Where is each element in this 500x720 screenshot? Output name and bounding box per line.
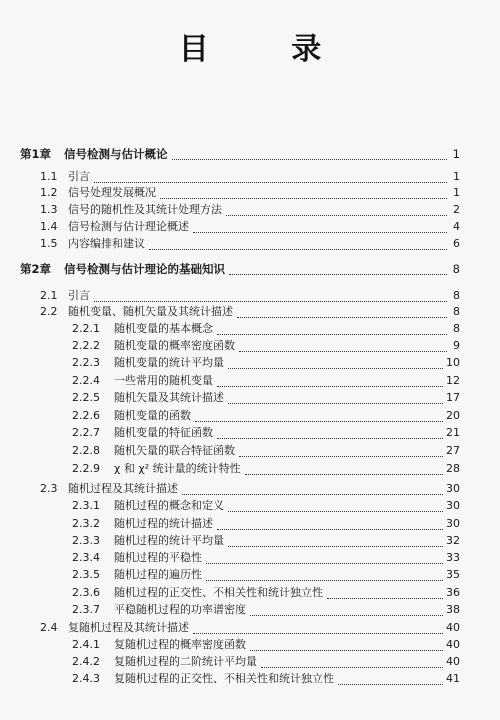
toc-number: 2.3.1 (72, 499, 100, 512)
toc-leader-dots (195, 420, 443, 422)
toc-number: 2.2 (40, 305, 58, 318)
toc-subsection-entry (72, 391, 460, 407)
toc-number: 2.3 (40, 482, 58, 495)
toc-title: 随机矢量的联合特征函数 (114, 444, 235, 457)
toc-page-number: 28 (446, 462, 460, 475)
toc-number: 2.2.9 (72, 462, 100, 475)
toc-number: 2.2.6 (72, 409, 100, 422)
toc-number: 第2章 (20, 262, 52, 276)
toc-leader-dots (217, 437, 443, 439)
toc-subsection-entry (72, 551, 460, 567)
toc-title: 随机变量的函数 (114, 409, 191, 422)
toc-leader-dots (327, 597, 443, 599)
toc-number: 1.4 (40, 220, 58, 233)
toc-subsection-entry (72, 426, 460, 442)
toc-leader-dots (172, 158, 448, 160)
toc-page-number: 2 (453, 203, 460, 216)
toc-title: 信号检测与估计理论概述 (68, 220, 189, 233)
toc-title: 复随机过程的正交性、不相关性和统计独立性 (114, 672, 334, 685)
toc-title: 信号检测与估计概论 (64, 147, 168, 161)
toc-leader-dots (94, 181, 447, 183)
toc-page-number: 10 (446, 356, 460, 369)
toc-number: 2.3.3 (72, 534, 100, 547)
toc-number: 2.2.7 (72, 426, 100, 439)
toc-number: 2.4.1 (72, 638, 100, 651)
toc-section-entry (40, 170, 460, 186)
toc-page-number: 27 (446, 444, 460, 457)
toc-subsection-entry (72, 517, 460, 533)
toc-leader-dots (237, 316, 447, 318)
toc-subsection-entry (72, 444, 460, 460)
toc-title: 随机过程的遍历性 (114, 568, 202, 581)
toc-chapter-entry (20, 262, 460, 278)
toc-title: 引言 (68, 289, 90, 302)
toc-page-number: 21 (446, 426, 460, 439)
toc-number: 2.2.8 (72, 444, 100, 457)
toc-page-number: 40 (446, 655, 460, 668)
toc-number: 2.4 (40, 621, 58, 634)
toc-leader-dots (193, 231, 447, 233)
toc-subsection-entry (72, 462, 460, 478)
toc-leader-dots (206, 579, 443, 581)
toc-number: 2.2.2 (72, 339, 100, 352)
toc-page-number: 1 (453, 186, 460, 199)
toc-leader-dots (217, 528, 443, 530)
toc-subsection-entry (72, 339, 460, 355)
toc-section-entry (40, 203, 460, 219)
toc-number: 2.3.2 (72, 517, 100, 530)
toc-leader-dots (226, 214, 447, 216)
toc-title: 复随机过程的概率密度函数 (114, 638, 246, 651)
toc-page-number: 6 (453, 237, 460, 250)
toc-section-entry (40, 186, 460, 202)
toc-leader-dots (228, 367, 443, 369)
toc-leader-dots (182, 493, 443, 495)
toc-page-number: 40 (446, 621, 460, 634)
toc-page-number: 36 (446, 586, 460, 599)
toc-title: 平稳随机过程的功率谱密度 (114, 603, 246, 616)
toc-number: 1.5 (40, 237, 58, 250)
toc-page-number: 4 (453, 220, 460, 233)
toc-subsection-entry (72, 356, 460, 372)
toc-leader-dots (228, 545, 443, 547)
toc-leader-dots (217, 333, 447, 335)
toc-title: 引言 (68, 170, 90, 183)
toc-title: 随机过程及其统计描述 (68, 482, 178, 495)
toc-title: 随机过程的统计平均量 (114, 534, 224, 547)
toc-chapter-entry (20, 147, 460, 163)
toc-title: 信号检测与估计理论的基础知识 (64, 262, 225, 276)
toc-subsection-entry (72, 409, 460, 425)
toc-leader-dots (228, 402, 443, 404)
toc-subsection-entry (72, 638, 460, 654)
toc-subsection-entry (72, 672, 460, 688)
toc-subsection-entry (72, 655, 460, 671)
toc-leader-dots (206, 562, 443, 564)
toc-leader-dots (193, 632, 443, 634)
toc-title: 随机变量的概率密度函数 (114, 339, 235, 352)
toc-subsection-entry (72, 603, 460, 619)
toc-leader-dots (217, 385, 443, 387)
toc-title: 随机过程的正交性、不相关性和统计独立性 (114, 586, 323, 599)
toc-section-entry (40, 621, 460, 637)
toc-title: 内容编排和建议 (68, 237, 145, 250)
toc-subsection-entry (72, 499, 460, 515)
page-title: 目 录 (178, 32, 358, 67)
toc-page-number: 30 (446, 499, 460, 512)
toc-page-number: 30 (446, 517, 460, 530)
toc-page-number: 30 (446, 482, 460, 495)
toc-section-entry (40, 289, 460, 305)
toc-subsection-entry (72, 568, 460, 584)
toc-title: 一些常用的随机变量 (114, 374, 213, 387)
toc-page-number: 41 (446, 672, 460, 685)
toc-number: 2.4.2 (72, 655, 100, 668)
toc-page-number: 35 (446, 568, 460, 581)
toc-page-number: 1 (453, 170, 460, 183)
toc-page-number: 8 (452, 262, 460, 276)
toc-title: 复随机过程及其统计描述 (68, 621, 189, 634)
toc-section-entry (40, 237, 460, 253)
toc-page-number: 20 (446, 409, 460, 422)
toc-title: 随机变量、随机矢量及其统计描述 (68, 305, 233, 318)
toc-subsection-entry (72, 374, 460, 390)
toc-page-number: 8 (453, 305, 460, 318)
toc-section-entry (40, 482, 460, 498)
toc-page-number: 12 (446, 374, 460, 387)
toc-page-number: 40 (446, 638, 460, 651)
toc-page-number: 1 (452, 147, 460, 161)
toc-number: 2.2.1 (72, 322, 100, 335)
toc-number: 2.4.3 (72, 672, 100, 685)
toc-number: 2.2.4 (72, 374, 100, 387)
toc-number: 1.2 (40, 186, 58, 199)
toc-leader-dots (245, 473, 443, 475)
toc-leader-dots (239, 350, 447, 352)
toc-leader-dots (229, 273, 447, 275)
toc-title: 信号处理发展概况 (68, 186, 156, 199)
toc-page-number: 32 (446, 534, 460, 547)
toc-leader-dots (250, 649, 443, 651)
toc-leader-dots (160, 197, 447, 199)
toc-title: 随机变量的基本概念 (114, 322, 213, 335)
toc-page-number: 17 (446, 391, 460, 404)
toc-subsection-entry (72, 586, 460, 602)
toc-number: 2.3.6 (72, 586, 100, 599)
toc-page-number: 33 (446, 551, 460, 564)
toc-page-number: 38 (446, 603, 460, 616)
toc-number: 2.1 (40, 289, 58, 302)
toc-leader-dots (149, 248, 447, 250)
toc-leader-dots (338, 683, 443, 685)
toc-page-number: 9 (453, 339, 460, 352)
toc-section-entry (40, 220, 460, 236)
toc-title: 随机过程的平稳性 (114, 551, 202, 564)
toc-page-number: 8 (453, 322, 460, 335)
toc-title: 随机变量的特征函数 (114, 426, 213, 439)
toc-number: 1.3 (40, 203, 58, 216)
toc-number: 第1章 (20, 147, 52, 161)
toc-title: 随机过程的统计描述 (114, 517, 213, 530)
toc-number: 2.2.3 (72, 356, 100, 369)
toc-number: 2.3.5 (72, 568, 100, 581)
toc-title: χ 和 χ² 统计量的统计特性 (114, 462, 241, 475)
toc-page-number: 8 (453, 289, 460, 302)
toc-title: 随机矢量及其统计描述 (114, 391, 224, 404)
toc-leader-dots (261, 666, 443, 668)
toc-title: 随机变量的统计平均量 (114, 356, 224, 369)
toc-subsection-entry (72, 534, 460, 550)
toc-title: 信号的随机性及其统计处理方法 (68, 203, 222, 216)
toc-leader-dots (250, 614, 443, 616)
toc-title: 随机过程的概念和定义 (114, 499, 224, 512)
toc-number: 1.1 (40, 170, 58, 183)
toc-subsection-entry (72, 322, 460, 338)
toc-leader-dots (228, 510, 443, 512)
toc-leader-dots (94, 300, 447, 302)
toc-number: 2.3.4 (72, 551, 100, 564)
toc-title: 复随机过程的二阶统计平均量 (114, 655, 257, 668)
toc-number: 2.2.5 (72, 391, 100, 404)
toc-number: 2.3.7 (72, 603, 100, 616)
toc-leader-dots (239, 455, 443, 457)
toc-section-entry (40, 305, 460, 321)
